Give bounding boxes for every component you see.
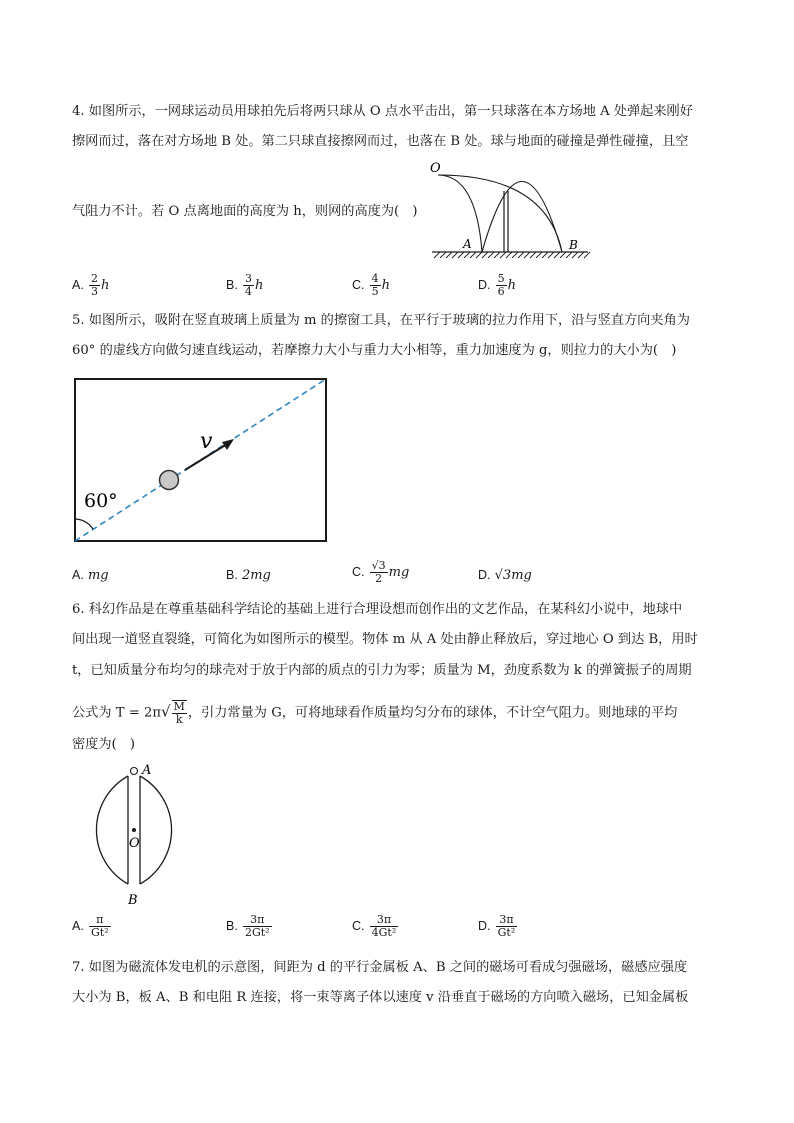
velocity-label: v [200, 429, 213, 454]
ball1-trajectory-2 [482, 182, 562, 253]
q6-option-b[interactable]: B. $\frac{3\pi}{\text{2Gt²}}$ [226, 913, 270, 939]
q6-line-4: 公式为 T = 2π√ $\frac{M}{k}$ ，引力常量为 G，可将地球看作质量均匀分布的球体，不计空气阻力。则地球的平均 [72, 700, 678, 726]
q4-tennis-figure [426, 155, 596, 265]
q5-option-b[interactable]: B. 2mg [226, 568, 271, 583]
object-m [131, 768, 138, 775]
q6-line-1: 6. 科幻作品是在尊重基础科学结论的基础上进行合理设想而创作出的文艺作品，在某科幻小说中，地球中 [72, 602, 683, 617]
label-A: A [463, 237, 472, 251]
ball1-trajectory-1 [438, 175, 482, 252]
q6-line-5: 密度为( ) [72, 737, 136, 752]
q5-option-a[interactable]: A. mg [72, 568, 109, 583]
q5-option-d[interactable]: D. √3mg [478, 568, 532, 583]
label-B: B [128, 893, 138, 908]
angle-label: 60° [84, 490, 118, 512]
cleaning-tool-ball [160, 471, 179, 490]
label-A: A [142, 763, 152, 778]
q5-line-2: 60° 的虚线方向做匀速直线运动，若摩擦力大小与重力大小相等，重力加速度为 g，则拉力的大小为( ) [72, 343, 677, 358]
q5-window-figure [74, 378, 329, 544]
label-O: O [430, 161, 441, 176]
label-B: B [569, 238, 578, 252]
q4-line-3: 气阻力不计。若 O 点离地面的高度为 h，则网的高度为( ) [72, 204, 418, 219]
q6-option-a[interactable]: A. $\frac{\pi}{\text{Gt²}}$ [72, 913, 109, 939]
label-O: O [129, 836, 140, 851]
q6-line-2: 间出现一道竖直裂缝，可简化为如图所示的模型。物体 m 从 A 处由静止释放后，穿过地心 O 到达 B，用时 [72, 632, 698, 647]
q5-line-1: 5. 如图所示，吸附在竖直玻璃上质量为 m 的擦窗工具，在平行于玻璃的拉力作用下，沿与竖直方向夹角为 [72, 313, 690, 328]
q6-line-3: t，已知质量分布均匀的球壳对于放于内部的质点的引力为零；质量为 M，劲度系数为 k 的弹簧振子的周期 [72, 663, 692, 678]
q7-line-1: 7. 如图为磁流体发电机的示意图，间距为 d 的平行金属板 A、B 之间的磁场可看成匀强磁场，磁感应强度 [72, 960, 688, 975]
q4-option-d[interactable]: D. $\frac{5}{6}$ h [478, 272, 517, 298]
q5-option-c[interactable]: C. $\frac{√3}{2}$ mg [352, 559, 410, 585]
earth-right-half [140, 776, 172, 884]
earth-center-dot [132, 828, 136, 832]
ball2-trajectory [438, 175, 562, 252]
q4-option-c[interactable]: C. $\frac{4}{5}$ h [352, 272, 391, 298]
ground-hatching [434, 252, 590, 258]
q4-line-1: 4. 如图所示，一网球运动员用球拍先后将两只球从 O 点水平击出，第一只球落在本方场地 A 处弹起来刚好 [72, 104, 693, 119]
q4-option-a[interactable]: A. $\frac{2}{3}$ h [72, 272, 110, 298]
q4-line-2: 擦网而过，落在对方场地 B 处。第二只球直接擦网而过，也落在 B 处。球与地面的碰撞是弹性碰撞，且空 [72, 134, 689, 149]
earth-left-half [96, 776, 128, 884]
q6-option-c[interactable]: C. $\frac{3\pi}{\text{4Gt²}}$ [352, 913, 397, 939]
q6-option-d[interactable]: D. $\frac{3\pi}{\text{Gt²}}$ [478, 913, 516, 939]
q4-option-b[interactable]: B. $\frac{3}{4}$ h [226, 272, 264, 298]
q6-earth-figure [70, 760, 200, 910]
q7-line-2: 大小为 B，板 A、B 和电阻 R 连接，将一束等离子体以速度 v 沿垂直于磁场的方向喷入磁场，已知金属板 [72, 990, 689, 1005]
